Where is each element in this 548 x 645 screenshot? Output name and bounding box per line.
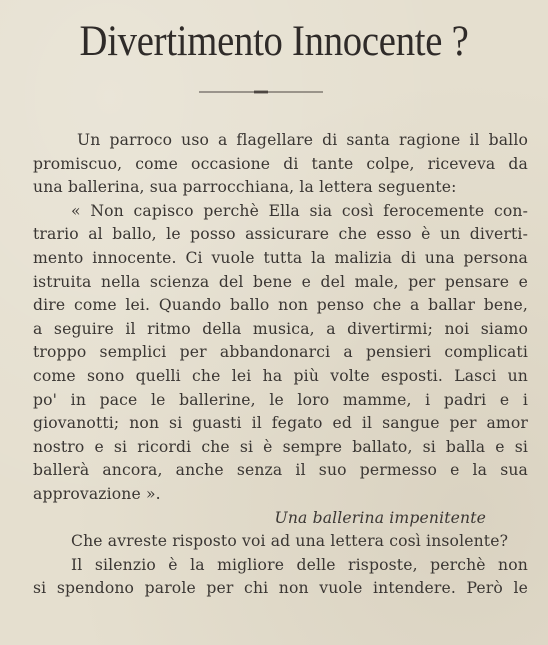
letter-line: nostro e si ricordi che si è sempre ballato, si balla e si	[33, 437, 528, 456]
paragraph-line: una ballerina, sua parrocchiana, la lettera seguente:	[33, 178, 457, 197]
letter-line: po' in pace le ballerine, le loro mamme, i padri e i	[33, 390, 528, 409]
letter-line: ballerà ancora, anche senza il suo permesso e la sua	[33, 461, 528, 480]
article-title: Divertimento Innocente ?	[79, 18, 469, 65]
paragraph-line: promiscuo, come occasione di tante colpe, riceveva da	[33, 154, 528, 173]
letter-line: come sono quelli che lei ha più volte esposti. Lasci un	[33, 366, 528, 385]
letter-line: mento innocente. Ci vuole tutta la malizia di una persona	[33, 248, 528, 267]
letter-line: « Non capisco perchè Ella sia così ferocemente con-	[71, 201, 528, 220]
divider-ornament-icon	[199, 89, 323, 95]
letter-line: istruita nella scienza del bene e del male, per pensare e	[33, 272, 528, 291]
letter-line: trario al ballo, le posso assicurare che esso è un diverti-	[33, 225, 528, 244]
letter-line: giovanotti; non si guasti il fegato ed il sangue per amor	[33, 414, 528, 433]
article-body	[33, 129, 528, 601]
title-divider	[199, 89, 323, 95]
letter-line: dire come lei. Quando ballo non penso che a ballar bene,	[33, 296, 528, 315]
letter-signature: Una ballerina impenitente	[274, 508, 486, 527]
paragraph-line: Un parroco uso a flagellare di santa ragione il ballo	[77, 131, 528, 149]
paragraph-line: Che avreste risposto voi ad una lettera così insolente?	[71, 532, 509, 551]
letter-line: approvazione ».	[33, 484, 161, 503]
paragraph-line: Il silenzio è la migliore delle risposte, perchè non	[71, 555, 528, 574]
paragraph-line: si spendono parole per chi non vuole intendere. Però le	[33, 579, 528, 598]
letter-line: a seguire il ritmo della musica, a divertirmi; noi siamo	[33, 319, 528, 338]
letter-line: troppo semplici per abbandonarci a pensieri complicati	[33, 343, 528, 362]
